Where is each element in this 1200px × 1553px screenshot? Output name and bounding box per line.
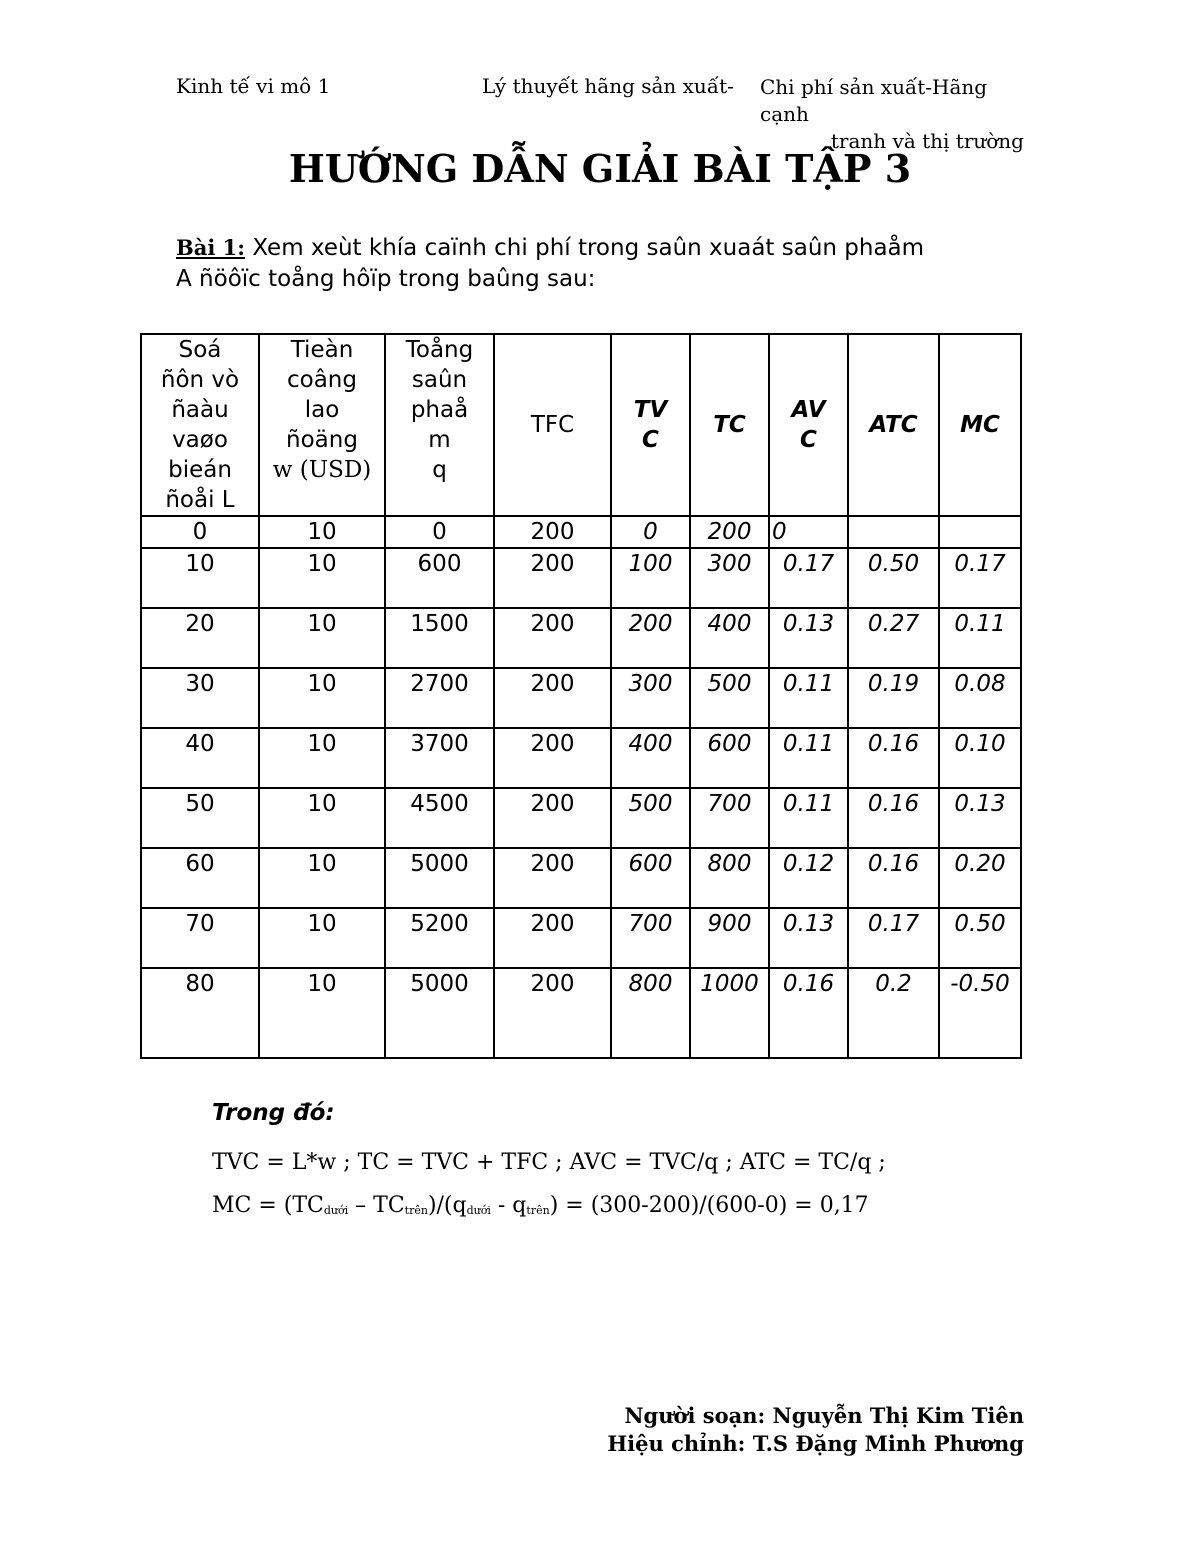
cost-table <box>140 333 1022 1059</box>
table-cell-col-labor: 30 <box>141 668 259 728</box>
formula-definitions: TVC = L*w ; TC = TVC + TFC ; AVC = TVC/q ; ATC = TC/q ; <box>212 1150 886 1175</box>
header-line: TFC <box>530 412 575 438</box>
table-cell-col-tvc: 200 <box>611 608 690 668</box>
table-cell-col-output: 5200 <box>385 908 494 968</box>
header-line: Tieàn <box>290 337 354 363</box>
formula-mc-part: MC = (TC <box>212 1193 324 1218</box>
notes-heading: Trong đó: <box>212 1100 335 1126</box>
table-cell-col-avc: 0.17 <box>769 548 848 608</box>
table-cell-col-atc: 0.16 <box>848 728 939 788</box>
table-cell-col-avc: 0.13 <box>769 608 848 668</box>
table-cell-col-tfc: 200 <box>494 908 611 968</box>
table-cell-col-labor: 0 <box>141 516 259 548</box>
table-row <box>141 968 1021 1058</box>
exercise-text-line2: A ñöôïc toång hôïp trong baûng sau: <box>176 266 596 292</box>
header-col-mc <box>939 334 1021 516</box>
table-cell-col-labor: 20 <box>141 608 259 668</box>
formula-mc-sub: dưới <box>323 1204 349 1217</box>
page-title: HƯỚNG DẪN GIẢI BÀI TẬP 3 <box>288 146 912 191</box>
table-cell-col-wage: 10 <box>259 608 385 668</box>
header-col-tvc <box>611 334 690 516</box>
table-row <box>141 848 1021 908</box>
table-cell-col-tvc: 700 <box>611 908 690 968</box>
header-line: ñaàu <box>171 397 229 423</box>
table-cell-col-tvc: 400 <box>611 728 690 788</box>
table-cell-col-mc <box>939 516 1021 548</box>
table-cell-col-wage: 10 <box>259 668 385 728</box>
table-cell-col-output: 2700 <box>385 668 494 728</box>
table-cell-col-tfc: 200 <box>494 668 611 728</box>
table-row <box>141 608 1021 668</box>
table-cell-col-mc: 0.13 <box>939 788 1021 848</box>
table-cell-col-tc: 800 <box>690 848 769 908</box>
header-line: w (USD) <box>272 457 372 483</box>
table-cell-col-output: 4500 <box>385 788 494 848</box>
header-line: bieán <box>168 457 232 483</box>
table-cell-col-mc: 0.08 <box>939 668 1021 728</box>
table-cell-col-tfc: 200 <box>494 968 611 1058</box>
table-cell-col-output: 1500 <box>385 608 494 668</box>
author-credit: Người soạn: Nguyễn Thị Kim Tiên <box>624 1403 1024 1428</box>
table-cell-col-tc: 400 <box>690 608 769 668</box>
editor-credit: Hiệu chỉnh: T.S Đặng Minh Phương <box>607 1431 1024 1456</box>
table-cell-col-tfc: 200 <box>494 728 611 788</box>
header-col-atc <box>848 334 939 516</box>
table-cell-col-output: 0 <box>385 516 494 548</box>
header-line: Soá <box>178 337 222 363</box>
table-cell-col-mc: 0.10 <box>939 728 1021 788</box>
header-topic: Lý thuyết hãng sản xuất- <box>482 74 734 98</box>
table-cell-col-tc: 700 <box>690 788 769 848</box>
table-cell-col-tc: 200 <box>690 516 769 548</box>
table-row <box>141 908 1021 968</box>
table-cell-col-atc: 0.2 <box>848 968 939 1058</box>
table-cell-col-output: 3700 <box>385 728 494 788</box>
table-cell-col-avc: 0.11 <box>769 728 848 788</box>
table-row <box>141 788 1021 848</box>
table-cell-col-tvc: 800 <box>611 968 690 1058</box>
header-col-labor <box>141 334 259 516</box>
table-cell-col-tvc: 0 <box>611 516 690 548</box>
table-cell-col-mc: 0.17 <box>939 548 1021 608</box>
table-cell-col-tfc: 200 <box>494 848 611 908</box>
table-cell-col-labor: 60 <box>141 848 259 908</box>
table-cell-col-avc: 0 <box>769 516 848 548</box>
table-cell-col-avc: 0.13 <box>769 908 848 968</box>
table-cell-col-atc: 0.50 <box>848 548 939 608</box>
formula-mc-part: ) = (300-200)/(600-0) = 0,17 <box>549 1193 869 1218</box>
table-header-row <box>141 334 1021 516</box>
table-cell-col-mc: 0.11 <box>939 608 1021 668</box>
header-line: phaå <box>410 397 469 423</box>
formula-mc <box>212 1193 869 1218</box>
header-line: m <box>428 427 451 453</box>
header-line: MC <box>960 412 1000 438</box>
header-line: AV <box>791 397 826 423</box>
table-cell-col-tc: 900 <box>690 908 769 968</box>
formula-mc-part: - q <box>490 1193 527 1218</box>
table-cell-col-labor: 40 <box>141 728 259 788</box>
table-cell-col-wage: 10 <box>259 788 385 848</box>
table-cell-col-output: 5000 <box>385 968 494 1058</box>
table-cell-col-labor: 10 <box>141 548 259 608</box>
table-cell-col-atc: 0.27 <box>848 608 939 668</box>
table-cell-col-mc: 0.50 <box>939 908 1021 968</box>
table-cell-col-tvc: 500 <box>611 788 690 848</box>
table-cell-col-atc: 0.17 <box>848 908 939 968</box>
header-col-avc <box>769 334 848 516</box>
table-cell-col-output: 600 <box>385 548 494 608</box>
table-cell-col-mc: 0.20 <box>939 848 1021 908</box>
header-line: C <box>642 427 659 453</box>
table-row <box>141 728 1021 788</box>
table-row <box>141 668 1021 728</box>
header-col-tfc <box>494 334 611 516</box>
formula-mc-sub: trên <box>526 1204 550 1217</box>
table-cell-col-tvc: 100 <box>611 548 690 608</box>
header-col-output <box>385 334 494 516</box>
header-line: q <box>432 457 447 483</box>
header-line: saûn <box>411 367 468 393</box>
table-cell-col-wage: 10 <box>259 848 385 908</box>
header-subtopic-line2: tranh và thị trường <box>830 129 1024 153</box>
formula-mc-part: – TC <box>348 1193 405 1218</box>
table-cell-col-avc: 0.16 <box>769 968 848 1058</box>
table-cell-col-tfc: 200 <box>494 548 611 608</box>
table-cell-col-tvc: 600 <box>611 848 690 908</box>
table-cell-col-tfc: 200 <box>494 516 611 548</box>
table-cell-col-tvc: 300 <box>611 668 690 728</box>
table-cell-col-atc: 0.16 <box>848 848 939 908</box>
formula-mc-sub: trên <box>404 1204 428 1217</box>
header-line: ñôn vò <box>160 367 240 393</box>
header-line: ñoäng <box>286 427 358 453</box>
table-cell-col-avc: 0.11 <box>769 788 848 848</box>
table-row <box>141 516 1021 548</box>
table-cell-col-mc: -0.50 <box>939 968 1021 1058</box>
table-cell-col-labor: 50 <box>141 788 259 848</box>
table-cell-col-wage: 10 <box>259 908 385 968</box>
table-cell-col-tc: 600 <box>690 728 769 788</box>
header-line: C <box>800 427 817 453</box>
table-cell-col-avc: 0.11 <box>769 668 848 728</box>
exercise-text-line1: Xem xeùt khía caïnh chi phí trong saûn xuaát saûn phaåm <box>252 235 925 261</box>
table-cell-col-tfc: 200 <box>494 788 611 848</box>
table-cell-col-wage: 10 <box>259 968 385 1058</box>
header-line: vaøo <box>172 427 228 453</box>
table-cell-col-tfc: 200 <box>494 608 611 668</box>
table-cell-col-atc <box>848 516 939 548</box>
table-cell-col-output: 5000 <box>385 848 494 908</box>
formula-mc-part: )/(q <box>427 1193 467 1218</box>
header-subtopic-line1: Chi phí sản xuất-Hãng cạnh <box>760 75 988 126</box>
table-cell-col-tc: 1000 <box>690 968 769 1058</box>
formula-mc-sub: dưới <box>466 1204 491 1217</box>
header-line: lao <box>304 397 340 423</box>
header-line: TV <box>633 397 668 423</box>
table-cell-col-avc: 0.12 <box>769 848 848 908</box>
header-col-wage <box>259 334 385 516</box>
table-cell-col-atc: 0.16 <box>848 788 939 848</box>
header-col-tc <box>690 334 769 516</box>
header-line: ñoåi L <box>165 487 235 513</box>
header-line: ATC <box>869 412 918 438</box>
exercise-label: Bài 1: <box>176 235 246 260</box>
exercise-intro <box>176 232 1036 295</box>
header-subtopic <box>760 74 1024 155</box>
table-row <box>141 548 1021 608</box>
table-cell-col-atc: 0.19 <box>848 668 939 728</box>
table-cell-col-tc: 300 <box>690 548 769 608</box>
header-course: Kinh tế vi mô 1 <box>176 74 331 98</box>
table-cell-col-wage: 10 <box>259 516 385 548</box>
header-line: TC <box>713 412 746 438</box>
table-cell-col-labor: 70 <box>141 908 259 968</box>
table-cell-col-wage: 10 <box>259 728 385 788</box>
table-cell-col-labor: 80 <box>141 968 259 1058</box>
table-cell-col-wage: 10 <box>259 548 385 608</box>
table-cell-col-tc: 500 <box>690 668 769 728</box>
header-line: coâng <box>287 367 357 393</box>
header-line: Toång <box>405 337 474 363</box>
